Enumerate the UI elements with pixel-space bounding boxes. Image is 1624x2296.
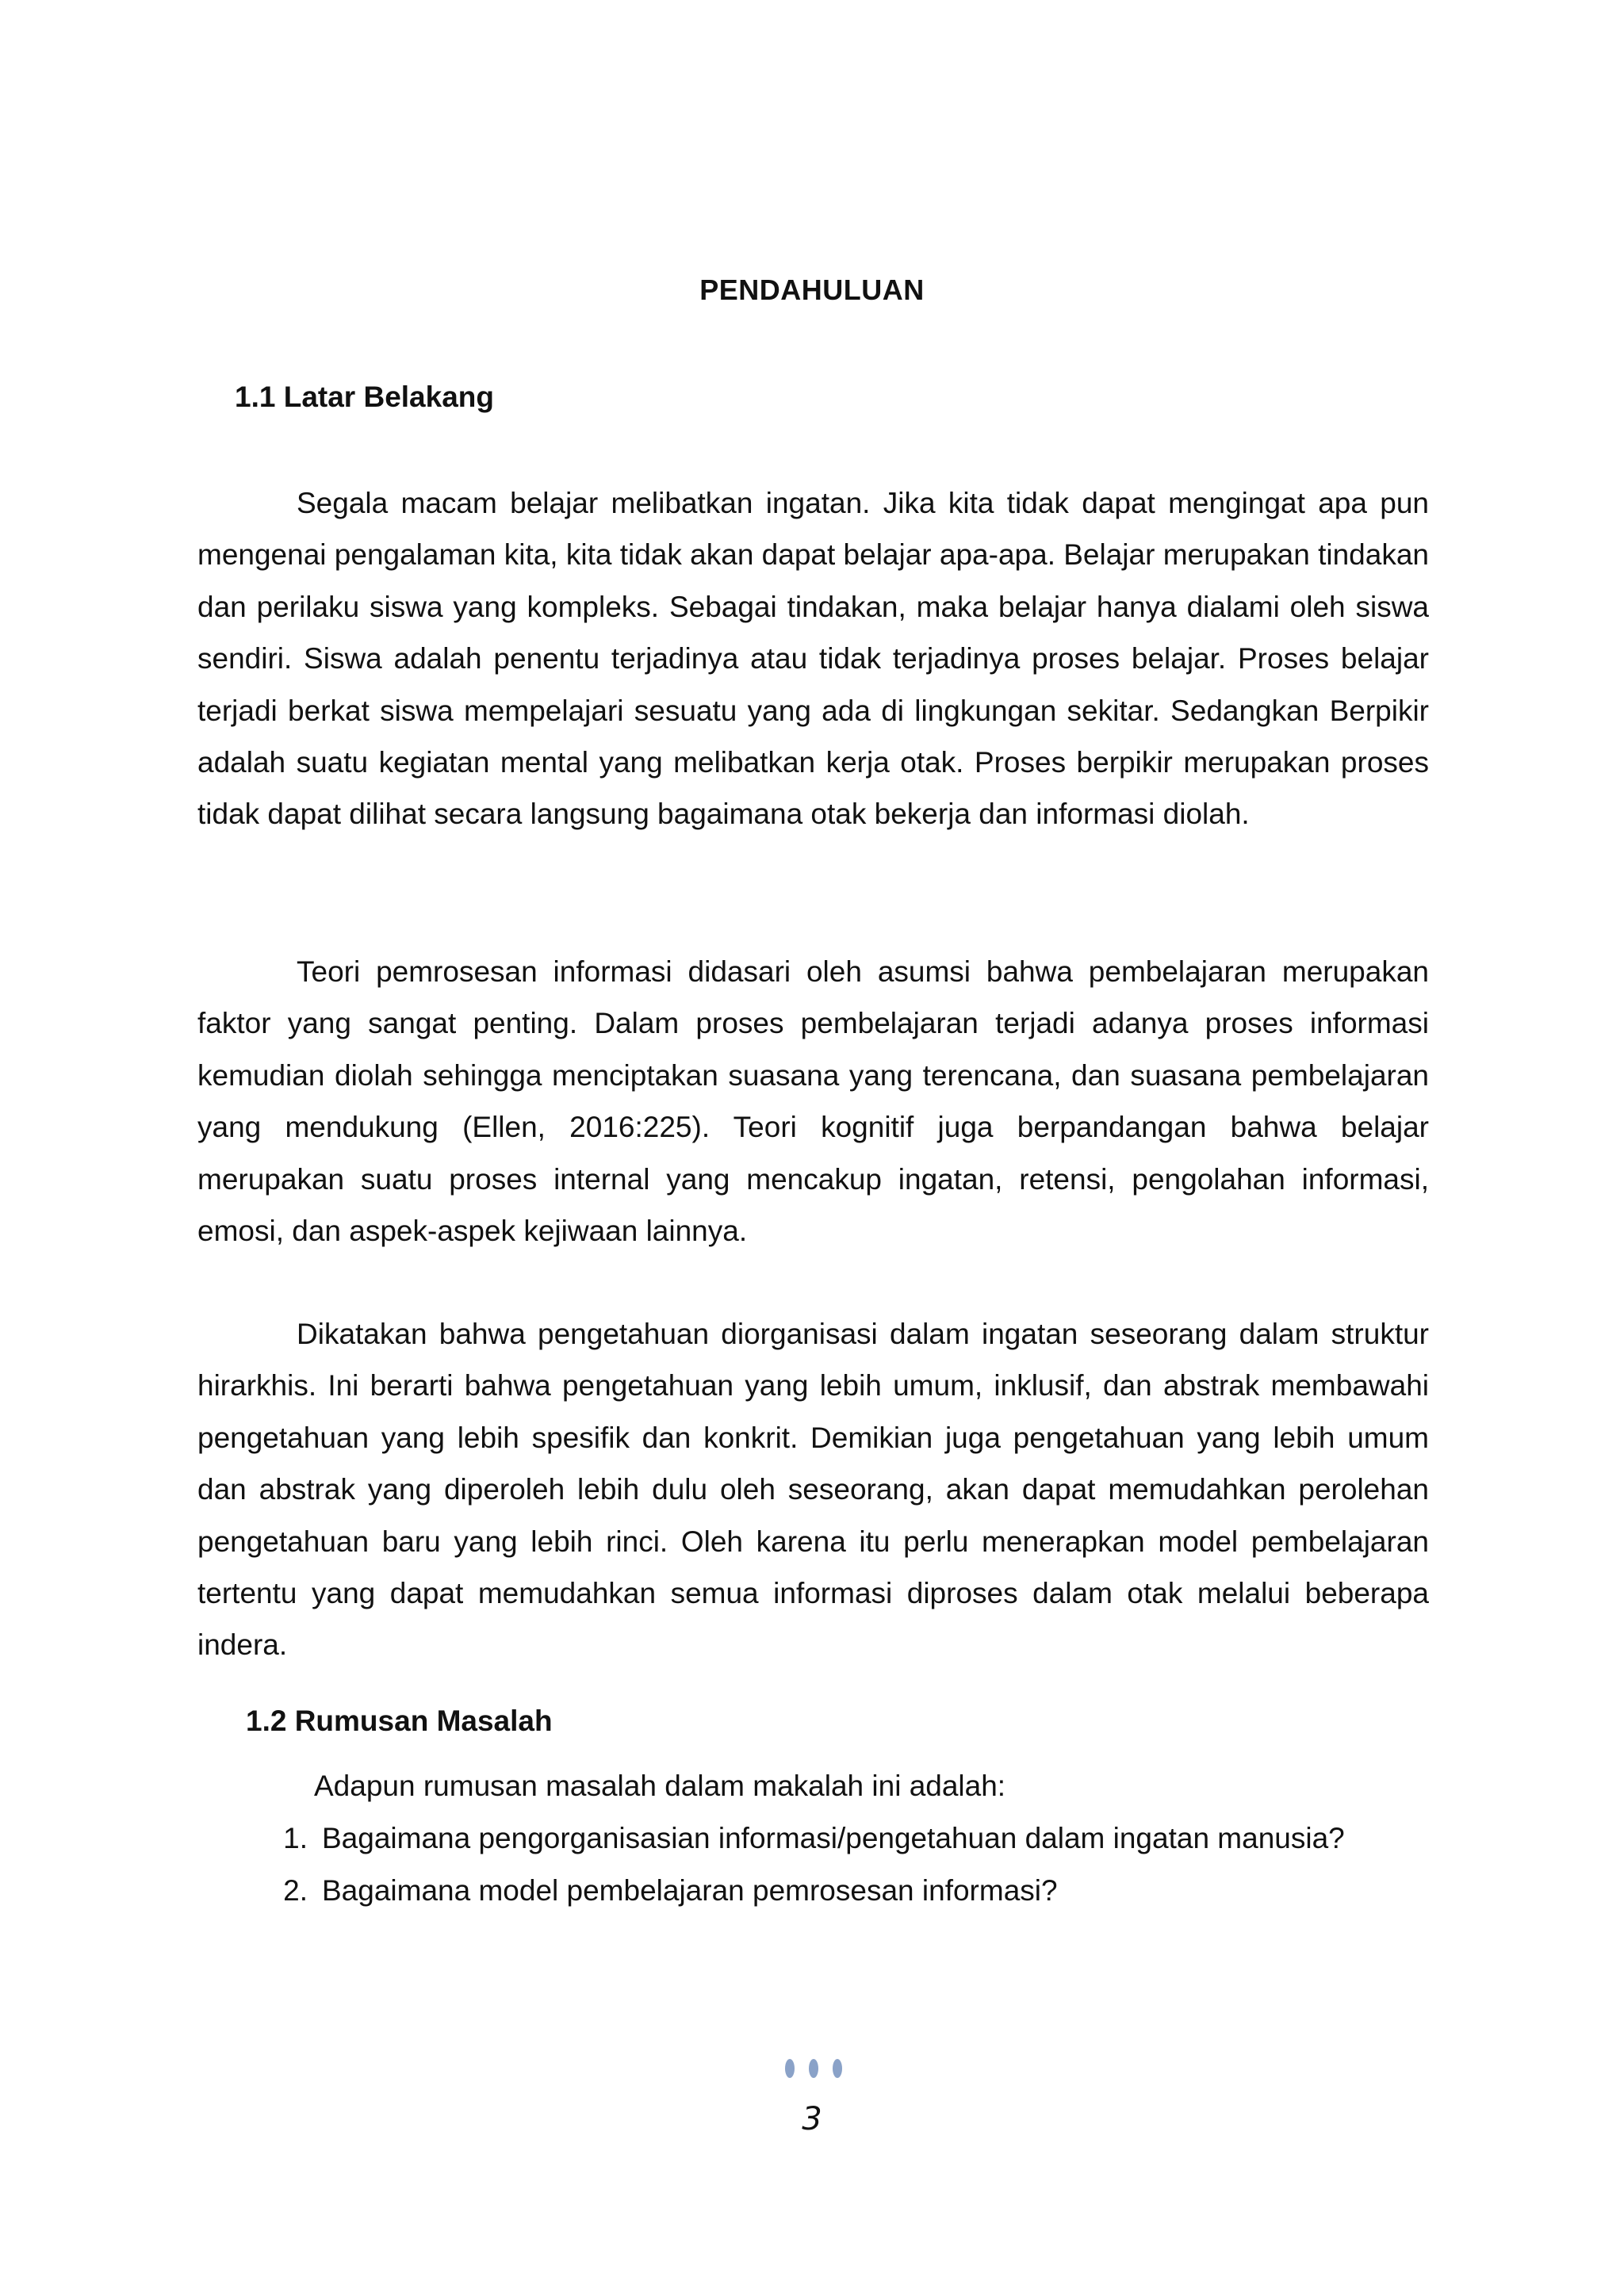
paragraph-3: Dikatakan bahwa pengetahuan diorganisasi dalam ingatan seseorang dalam struktur hirarkhis. Ini berarti bahwa pengetahuan yang lebih umum, inklusif, dan abstrak membawahi pengetahuan yang lebih spesifik dan konkrit. Demikian juga pengetahuan yang lebih umum dan abstrak yang diperoleh lebih dulu oleh seseorang, akan dapat memudahkan perolehan pengetahuan baru yang lebih rinci. Oleh karena itu perlu menerapkan model pembelajaran tertentu yang dapat memudahkan semua informasi diproses dalam otak melalui beberapa indera.	[197, 1318, 1429, 1662]
paragraph-1: Segala macam belajar melibatkan ingatan. Jika kita tidak dapat mengingat apa pun mengenai pengalaman kita, kita tidak akan dapat belajar apa-apa. Belajar merupakan tindakan dan perilaku siswa yang kompleks. Sebagai tindakan, maka belajar hanya dialami oleh siswa sendiri. Siswa adalah penentu terjadinya atau tidak terjadinya proses belajar. Proses belajar terjadi berkat siswa mempelajari sesuatu yang ada di lingkungan sekitar. Sedangkan Berpikir adalah suatu kegiatan mental yang melibatkan kerja otak. Proses berpikir merupakan proses tidak dapat dilihat secara langsung bagaimana otak bekerja dan informasi diolah.	[197, 487, 1429, 831]
list-item	[254, 1812, 1345, 1865]
rumusan-intro: Adapun rumusan masalah dalam makalah ini adalah:	[314, 1770, 1006, 1802]
paragraph-2: Teori pemrosesan informasi didasari oleh asumsi bahwa pembelajaran merupakan faktor yang sangat penting. Dalam proses pembelajaran terjadi adanya proses informasi kemudian diolah sehingga menciptakan suasana yang terencana, dan suasana pembelajaran yang mendukung (Ellen, 2016:225). Teori kognitif juga berpandangan bahwa belajar merupakan suatu proses internal yang mencakup ingatan, retensi, pengolahan informasi, emosi, dan aspek-aspek kejiwaan lainnya.	[197, 955, 1429, 1248]
chapter-title: PENDAHULUAN	[699, 274, 925, 306]
section-heading-rumusan-masalah: 1.2 Rumusan Masalah	[246, 1705, 553, 1737]
page-number: 3	[802, 2101, 822, 2137]
ornament-dot	[785, 2059, 795, 2078]
ornament-dot	[833, 2059, 842, 2078]
footer-ornament-dots-icon	[782, 2057, 845, 2080]
list-item-text: Bagaimana pengorganisasian informasi/pengetahuan dalam ingatan manusia?	[322, 1822, 1345, 1854]
list-item-number: 2.	[283, 1874, 308, 1907]
question-list	[254, 1812, 1345, 1917]
list-item-text: Bagaimana model pembelajaran pemrosesan informasi?	[322, 1874, 1058, 1907]
list-item-number: 1.	[283, 1822, 308, 1854]
ornament-dot	[809, 2059, 818, 2078]
list-item	[254, 1865, 1345, 1917]
section-heading-latar-belakang: 1.1 Latar Belakang	[235, 381, 494, 413]
